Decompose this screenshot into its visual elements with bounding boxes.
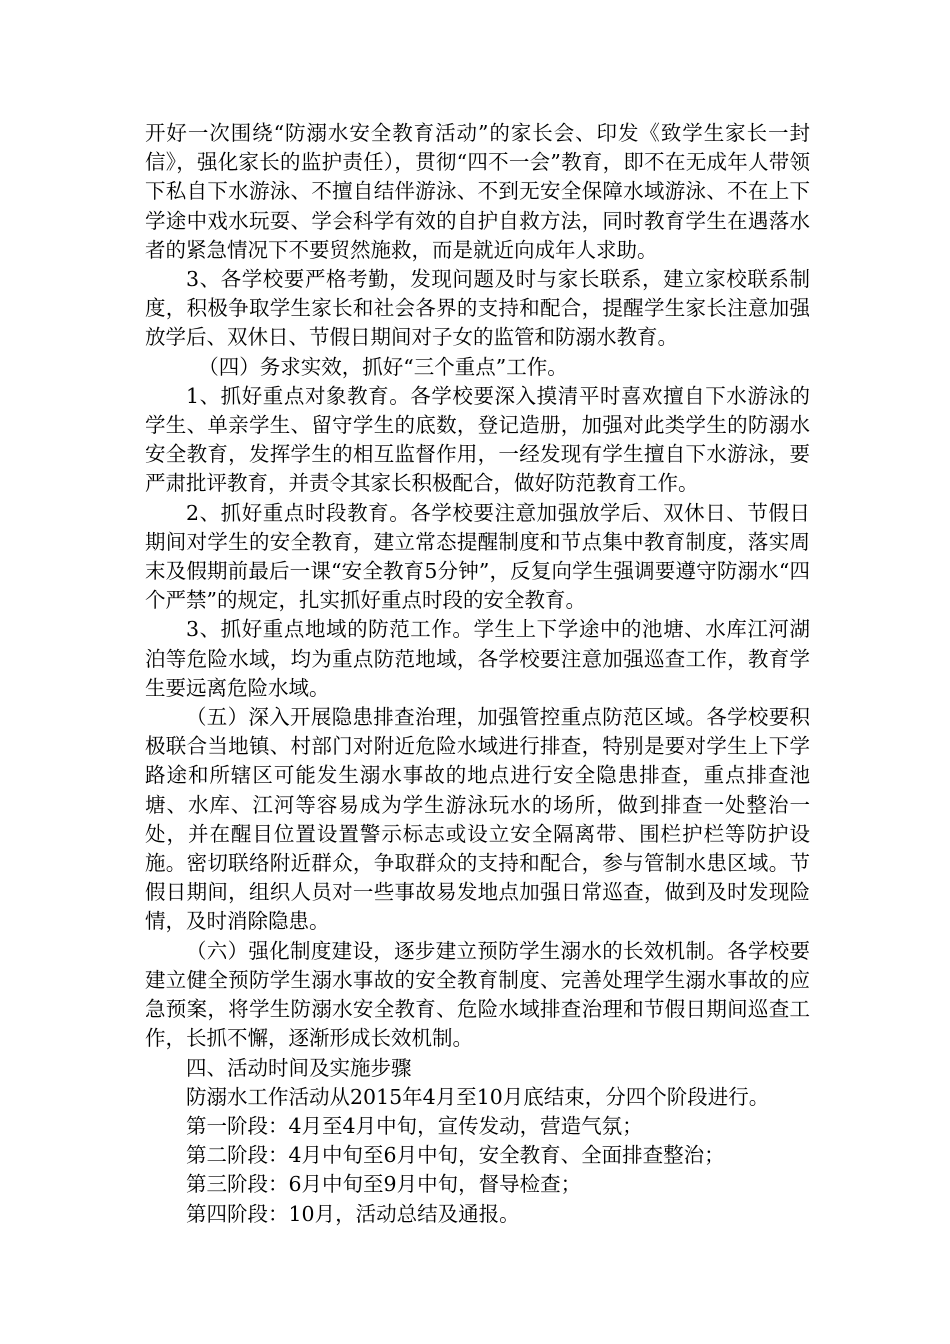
- paragraph-key-periods: 2、抓好重点时段教育。各学校要注意加强放学后、双休日、节假日期间对学生的安全教育，建立常态提醒制度和节点集中教育制度，落实周末及假期前最后一课“安全教育5分钟”，反复向学生强调要遵守防溺水“四个严禁”的规定，扎实抓好重点时段的安全教育。: [145, 500, 810, 613]
- paragraph-key-targets: 1、抓好重点对象教育。各学校要深入摸清平时喜欢擅自下水游泳的学生、单亲学生、留守学生的底数，登记造册，加强对此类学生的防溺水安全教育，发挥学生的相互监督作用，一经发现有学生擅自下水游泳，要严肃批评教育，并责令其家长积极配合，做好防范教育工作。: [145, 383, 810, 496]
- phase-three: 第三阶段：6月中旬至9月中旬，督导检查；: [186, 1172, 582, 1197]
- phase-four: 第四阶段：10月，活动总结及通报。: [186, 1201, 520, 1226]
- section-heading-schedule: 四、活动时间及实施步骤: [186, 1055, 412, 1080]
- phase-one: 第一阶段：4月至4月中旬，宣传发动，营造气氛；: [186, 1113, 643, 1138]
- paragraph-parent-meeting: 开好一次围绕“防溺水安全教育活动”的家长会、印发《致学生家长一封信》，强化家长的监护责任），贯彻“四不一会”教育，即不在无成年人带领下私自下水游泳、不擅自结伴游泳、不到无安全保障水域游泳、不在上下学途中戏水玩耍、学会科学有效的自护自救方法，同时教育学生在遇落水者的紧急情况下不要贸然施救，而是就近向成年人求助。: [145, 121, 810, 262]
- paragraph-schedule-intro: 防溺水工作活动从2015年4月至10月底结束，分四个阶段进行。: [186, 1084, 770, 1109]
- phase-two: 第二阶段：4月中旬至6月中旬，安全教育、全面排查整治；: [186, 1143, 725, 1168]
- paragraph-key-areas: 3、抓好重点地域的防范工作。学生上下学途中的池塘、水库江河湖泊等危险水域，均为重点防范地域，各学校要注意加强巡查工作，教育学生要远离危险水域。: [145, 617, 810, 700]
- paragraph-system-building: （六）强化制度建设，逐步建立预防学生溺水的长效机制。各学校要建立健全预防学生溺水事故的安全教育制度、完善处理学生溺水事故的应急预案，将学生防溺水安全教育、危险水域排查治理和节假日期间巡查工作，长抓不懈，逐渐形成长效机制。: [145, 938, 810, 1051]
- section-heading-four: （四）务求实效，抓好“三个重点”工作。: [198, 354, 568, 379]
- paragraph-hazard-inspection: （五）深入开展隐患排查治理，加强管控重点防范区域。各学校要积极联合当地镇、村部门对附近危险水域进行排查，特别是要对学生上下学路途和所辖区可能发生溺水事故的地点进行安全隐患排查，重点排查池塘、水库、江河等容易成为学生游泳玩水的场所，做到排查一处整治一处，并在醒目位置设置警示标志或设立安全隔离带、围栏护栏等防护设施。密切联络附近群众，争取群众的支持和配合，参与管制水患区域。节假日期间，组织人员对一些事故易发地点加强日常巡查，做到及时发现险情，及时消除隐患。: [145, 705, 810, 934]
- document-body: [145, 119, 810, 1229]
- paragraph-attendance: 3、各学校要严格考勤，发现问题及时与家长联系，建立家校联系制度，积极争取学生家长和社会各界的支持和配合，提醒学生家长注意加强放学后、双休日、节假日期间对子女的监管和防溺水教育。: [145, 267, 810, 350]
